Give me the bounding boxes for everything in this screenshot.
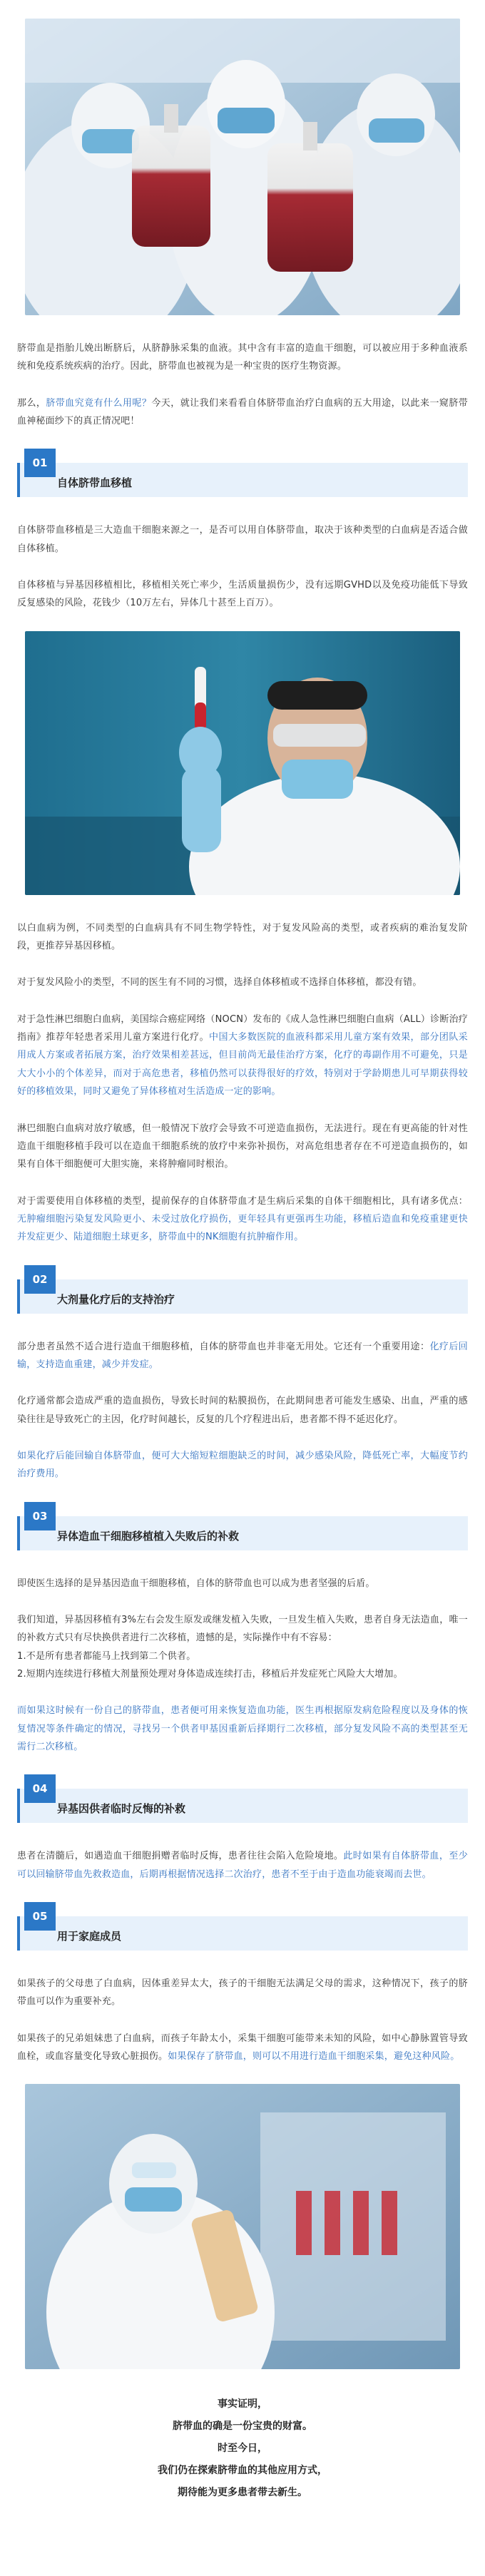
highlighted-text: 化疗后回输，支持造血重建，减少并发症。 xyxy=(17,1341,468,1370)
section-title: 异基因供者临时反悔的补救 xyxy=(17,1789,468,1823)
lead-link[interactable]: 脐带血究竟有什么用呢？ xyxy=(46,397,152,409)
section-title: 异体造血干细胞移植植入失败后的补救 xyxy=(17,1516,468,1550)
section-heading-05 xyxy=(17,1902,468,1958)
section-number-badge: 04 xyxy=(24,1774,56,1803)
section-number-badge: 02 xyxy=(24,1265,56,1294)
paragraph-text: 对于急性淋巴细胞白血病，美国综合癌症网络（NOCN）发布的《成人急性淋巴细胞白血病（ALL）诊断治疗指南》推荐年轻患者采用儿童方案进行化疗。 xyxy=(17,1013,468,1043)
lab-worker-photo xyxy=(25,2084,460,2369)
section-paragraph xyxy=(17,1011,468,1101)
closing-line: 脐带血的确是一份宝贵的财富。 xyxy=(173,2421,312,2433)
highlighted-text: 此时如果有自体脐带血，至少可以回输脐带血先救救造血，后期再根据情况选择二次治疗，患者不至于由于造血功能衰竭而去世。 xyxy=(17,1851,468,1880)
scientist-test-tube-photo xyxy=(25,631,460,895)
lead-after: 今天，就让我们来看看自体脐带血治疗白血病的五大用途，以此来一窥脐带血神秘面纱下的真正情况吧！ xyxy=(17,397,468,427)
section-title: 用于家庭成员 xyxy=(17,1916,468,1951)
section-paragraph xyxy=(17,1847,468,1884)
section-heading-01 xyxy=(17,449,468,504)
section-title: 自体脐带血移植 xyxy=(17,463,468,497)
paragraph-text: 部分患者虽然不适合进行造血干细胞移植，自体的脐带血也并非毫无用处。它还有一个重要用途： xyxy=(17,1341,430,1352)
lab-blood-bags-image xyxy=(25,19,460,315)
section-paragraph: 自体移植与异基因移植相比，移植相关死亡率少，生活质量损伤少，没有远期GVHD以及免疫功能低下导致反复感染的风险，花钱少（10万左右，异体几十甚至上百万）。 xyxy=(17,580,468,609)
highlighted-text: 无肿瘤细胞污染复发风险更小、未受过放化疗损伤，更年轻具有更强再生功能，移植后造血和免疫重建更快并发症更少、陆道细胞土球更多，脐带血中的NK细胞有抗肿瘤作用。 xyxy=(17,1213,468,1243)
section-number-badge: 05 xyxy=(24,1902,56,1931)
section-paragraph: 如果孩子的父母患了白血病，因体重差异太大，孩子的干细胞无法满足父母的需求，这种情况下，孩子的脐带血可以作为重要补充。 xyxy=(17,1978,468,2008)
closing-line: 期待能为更多患者带去新生。 xyxy=(178,2486,307,2498)
section-paragraph-highlight: 如果化疗后能回输自体脐带血，便可大大缩短粒细胞缺乏的时间，减少感染风险，降低死亡率，大幅度节约治疗费用。 xyxy=(17,1450,468,1480)
intro-paragraph: 脐带血是指胎儿娩出断脐后，从脐静脉采集的血液。其中含有丰富的造血干细胞，可以被应用于多种血液系统和免疫系统疾病的治疗。因此，脐带血也被视为是一种宝贵的医疗生物资源。 xyxy=(17,343,468,372)
section-heading-03 xyxy=(17,1502,468,1558)
section-paragraph-highlight: 而如果这时候有一份自己的脐带血，患者便可用来恢复造血功能，医生再根据原发病危险程度以及身体的恢复情况等条件确定的情况，寻找另一个供者甲基因重新后择期行二次移植，部分复发风险不高的类型甚至无需行二次移植。 xyxy=(17,1705,468,1753)
section-paragraph: 自体脐带血移植是三大造血干细胞来源之一，是否可以用自体脐带血，取决于该种类型的白血病是否适合做自体移植。 xyxy=(17,525,468,554)
lab-blood-bags-photo xyxy=(25,19,460,315)
lab-worker-image xyxy=(25,2084,460,2369)
section-paragraph xyxy=(17,1338,468,1374)
closing-line: 我们仍在探索脐带血的其他应用方式， xyxy=(158,2464,327,2476)
scientist-test-tube-image xyxy=(25,631,460,895)
section-paragraph: 化疗通常都会造成严重的造血损伤，导致长时间的粘膜损伤，在此期间患者可能发生感染、出血，严重的感染往往是导致死亡的主因，化疗时间越长，反复的几个疗程进出后，患者都不得不延迟化疗。 xyxy=(17,1396,468,1425)
section-heading-02 xyxy=(17,1265,468,1321)
closing-line: 事实证明， xyxy=(218,2398,267,2411)
section-heading-04 xyxy=(17,1774,468,1830)
paragraph-text: 患者在清髓后，如遇造血干细胞捐赠者临时反悔，患者往往会陷入危险境地。 xyxy=(17,1851,344,1862)
section-paragraph xyxy=(17,2030,468,2066)
closing-text xyxy=(17,2393,468,2503)
section-number-badge: 01 xyxy=(24,449,56,477)
section-paragraph: 对于复发风险小的类型，不同的医生有不同的习惯，选择自体移植或不选择自体移植，都没有错。 xyxy=(17,977,422,988)
lead-before: 那么， xyxy=(17,397,46,409)
section-paragraph: 淋巴细胞白血病对放疗敏感，但一般情况下放疗会导致不可逆造血损伤，无法进行。现在有更高能的针对性造血干细胞移植手段可以在造血干细胞系统的放疗中来弥补损伤，对高危组患者存在不可逆造血损伤的，如果有自体干细胞便可大胆实施，来将肿瘤同时根治。 xyxy=(17,1123,468,1170)
paragraph-text: 如果孩子的兄弟姐妹患了白血病，而孩子年龄太小，采集干细胞可能带来未知的风险，如中心静脉置管导致血栓，或血容量变化导致心脏损伤。 xyxy=(17,2033,468,2063)
section-paragraph: 我们知道，异基因移植有3%左右会发生原发或继发植入失败，一旦发生植入失败，患者自身无法造血，唯一的补救方式只有尽快换供者进行二次移植，遗憾的是，实际操作中有不容易： 1.不是所有患者都能马上找到第二个供者。 2.短期内连续进行移植大剂量预处理对身体造成连续打击，移植后并发症死亡风险大大增加。 xyxy=(17,1614,468,1680)
section-paragraph: 即使医生选择的是异基因造血干细胞移植，自体的脐带血也可以成为患者坚强的后盾。 xyxy=(17,1578,375,1589)
paragraph-text: 对于需要使用自体移植的类型，提前保存的自体脐带血才是生病后采集的自体干细胞相比，具有诸多优点： xyxy=(17,1195,468,1207)
closing-line: 时至今日， xyxy=(218,2443,267,2455)
section-paragraph xyxy=(17,1192,468,1247)
section-number-badge: 03 xyxy=(24,1502,56,1530)
section-title: 大剂量化疗后的支持治疗 xyxy=(17,1279,468,1314)
highlighted-text: 如果保存了脐带血，则可以不用进行造血干细胞采集，避免这种风险。 xyxy=(168,2051,460,2063)
section-paragraph: 以白血病为例，不同类型的白血病具有不同生物学特性，对于复发风险高的类型，或者疾病的难治复发阶段，更推荐异基因移植。 xyxy=(17,922,468,952)
highlighted-text: 中国大多数医院的血液科都采用儿童方案有效果，部分团队采用成人方案或者拓展方案，治疗效果相差甚远，但目前尚无最佳治疗方案，化疗的毒副作用不可避免，只是大大小小的个体差异，而对于高危患者，移植仍然可以获得很好的疗效，特别对于学龄期患儿可早期获得较好的移植效果，同时又避免了异体移植对生活造成一定的影响。 xyxy=(17,1032,468,1098)
lead-paragraph xyxy=(17,394,468,431)
